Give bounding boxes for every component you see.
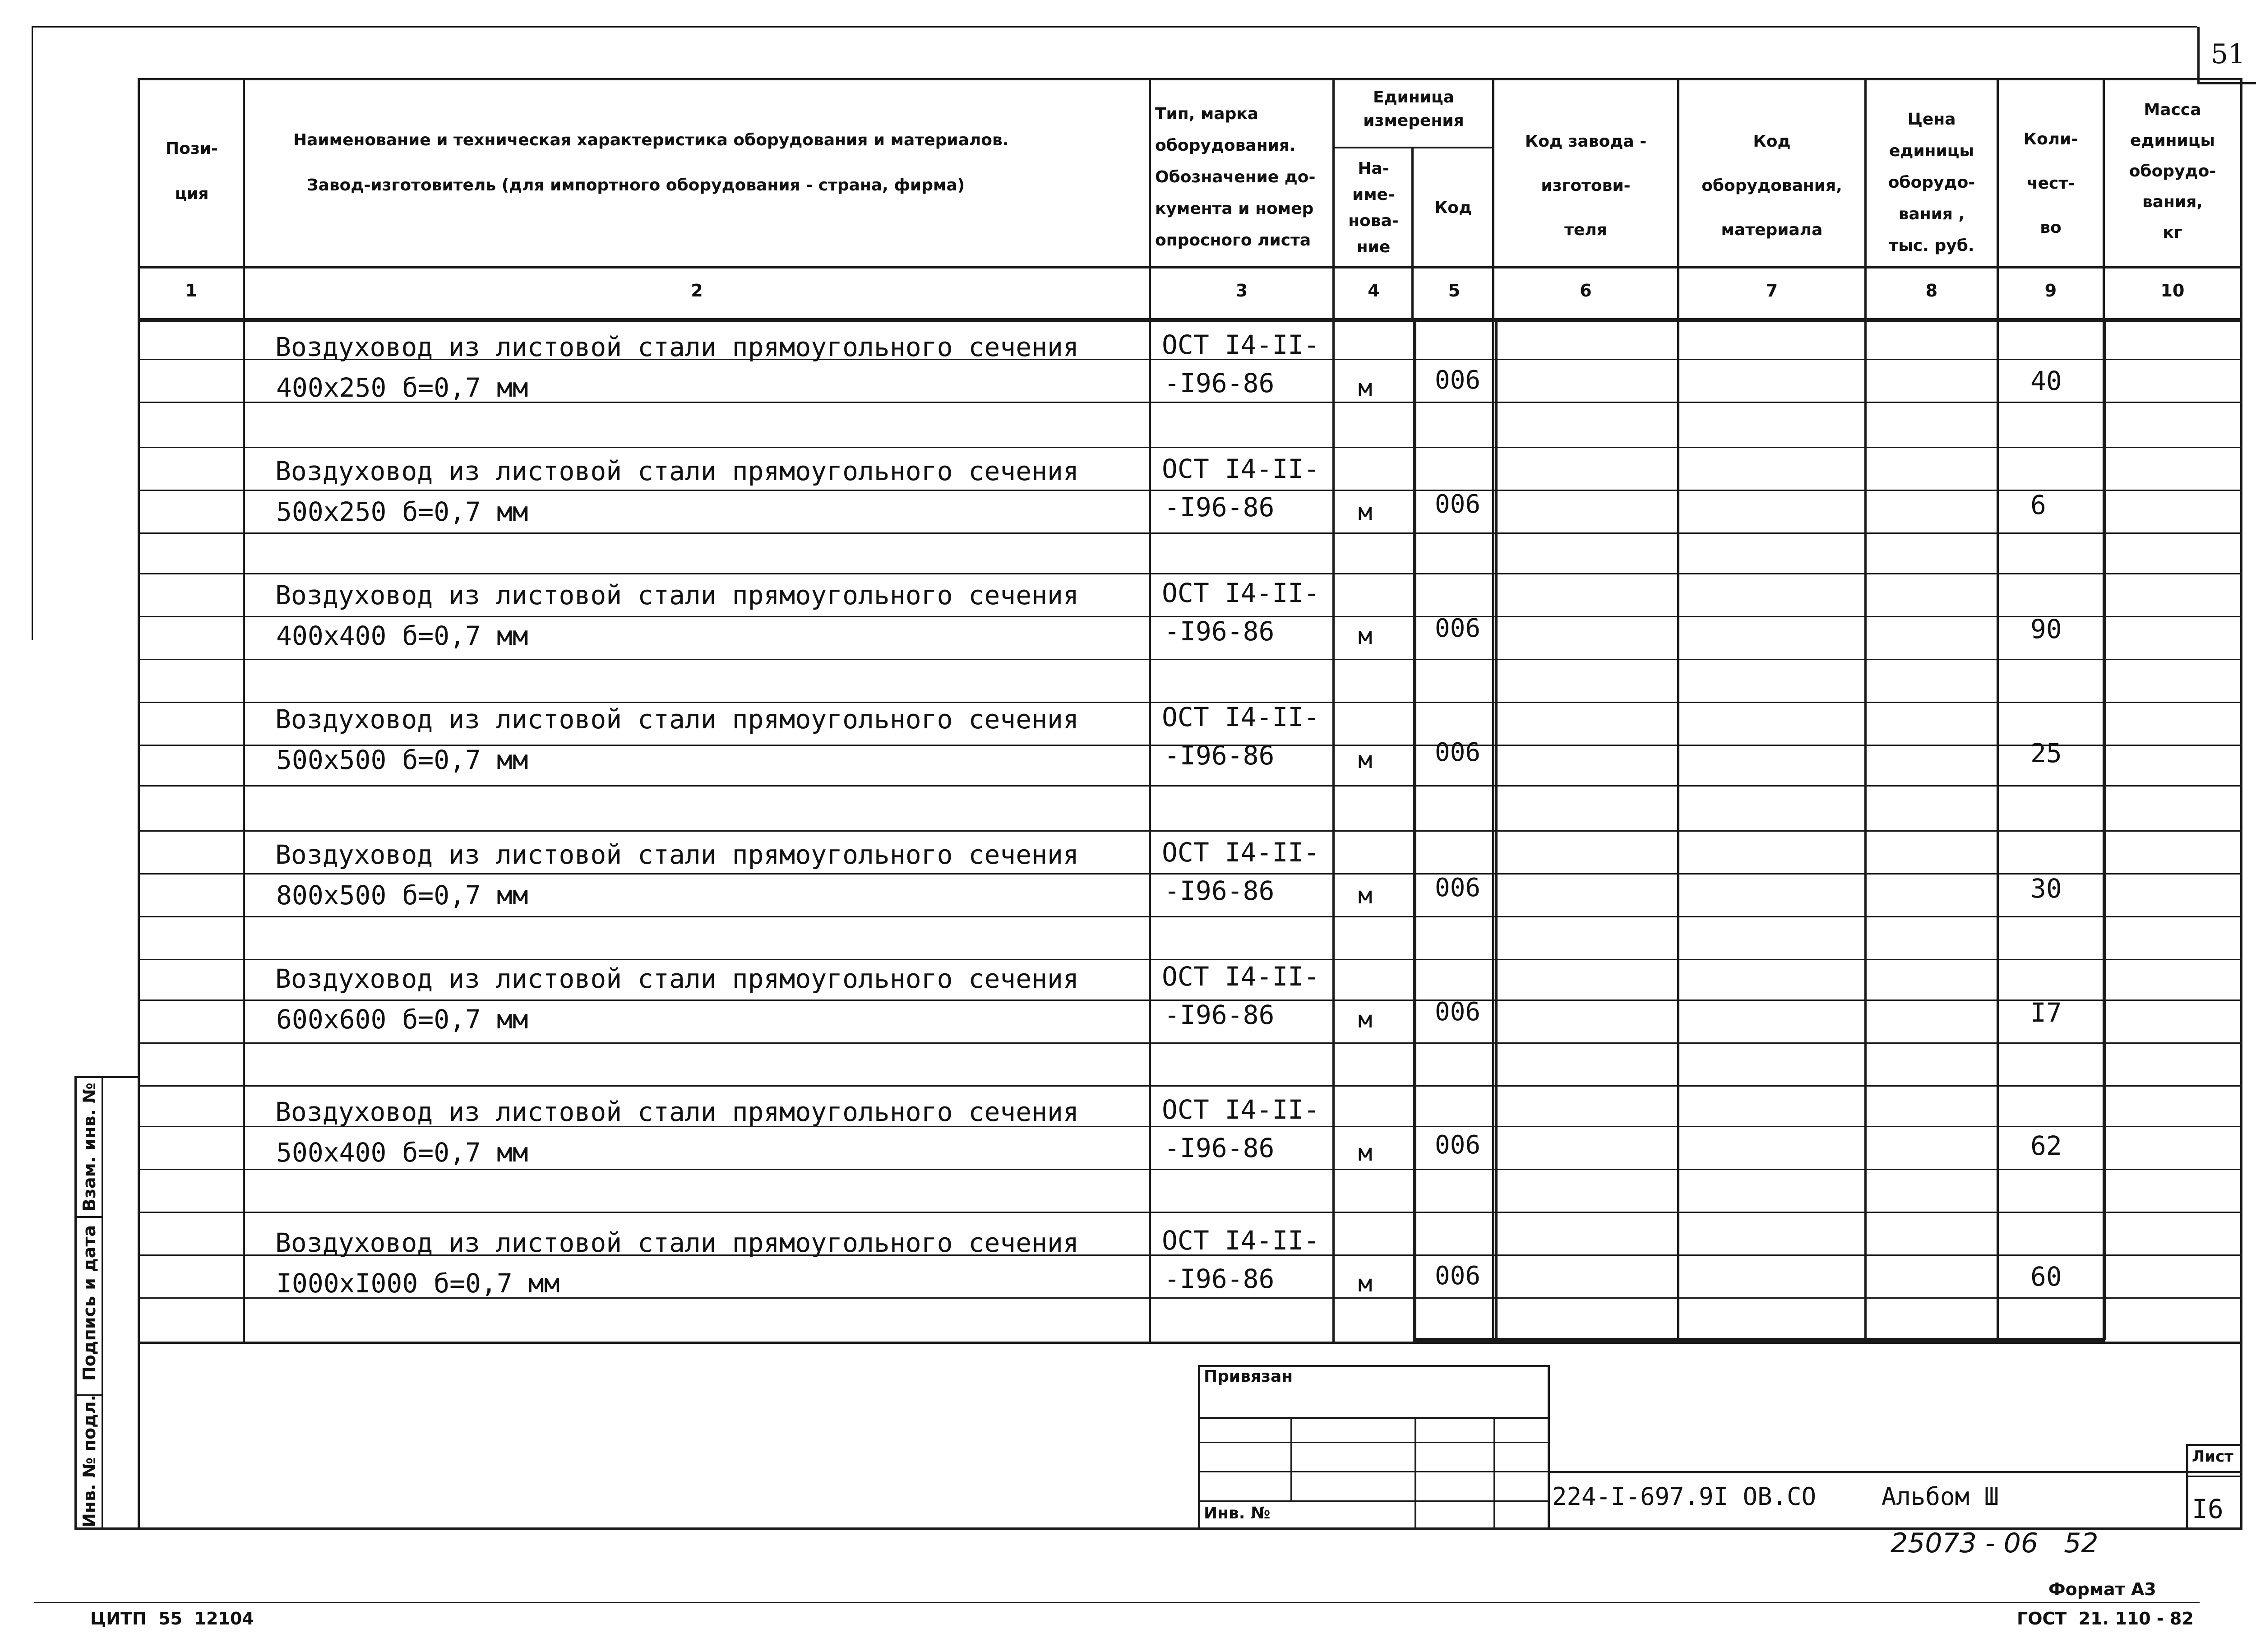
- item-doc-line2: -I96-86: [1164, 740, 1275, 771]
- side-label-vzam: Взам. инв. №: [79, 1083, 99, 1212]
- item-doc-line1: ОСТ I4-II-: [1162, 1094, 1320, 1125]
- item-name: Воздуховод из листовой стали прямоугольного сечения: [275, 580, 1079, 611]
- item-doc-line1: ОСТ I4-II-: [1162, 961, 1320, 992]
- item-quantity: 60: [2030, 1261, 2062, 1292]
- item-size: 500х500 б=0,7 мм: [276, 745, 528, 775]
- item-unit: м: [1358, 1006, 1373, 1033]
- item-code: 006: [1435, 1130, 1481, 1160]
- inv-number-label: Инв. №: [1204, 1504, 1271, 1522]
- page-number: 51: [2211, 38, 2246, 70]
- item-unit: м: [1358, 882, 1373, 909]
- item-quantity: 30: [2030, 873, 2062, 904]
- item-unit: м: [1358, 499, 1373, 526]
- item-size: I000хI000 б=0,7 мм: [276, 1268, 560, 1299]
- column-number: 6: [1580, 281, 1592, 301]
- column-number: 5: [1448, 281, 1461, 301]
- footer-right: ГОСТ 21. 110 - 82: [2017, 1609, 2194, 1629]
- item-doc-line1: ОСТ I4-II-: [1162, 1225, 1320, 1256]
- header-unit-code: Код: [1434, 199, 1472, 217]
- header-name-line1: Наименование и техническая характеристика оборудования и материалов.: [293, 131, 1009, 149]
- item-doc-line2: -I96-86: [1164, 1000, 1275, 1030]
- item-unit: м: [1358, 1270, 1373, 1297]
- item-quantity: 40: [2030, 366, 2062, 396]
- item-name: Воздуховод из листовой стали прямоугольного сечения: [275, 456, 1079, 486]
- item-code: 006: [1435, 1261, 1481, 1291]
- item-doc-line1: ОСТ I4-II-: [1162, 578, 1320, 608]
- header-position: Пози- ция: [166, 139, 218, 203]
- item-size: 500х400 б=0,7 мм: [276, 1137, 528, 1168]
- item-name: Воздуховод из листовой стали прямоугольного сечения: [275, 1097, 1079, 1127]
- item-code: 006: [1435, 366, 1481, 395]
- sheet-number: I6: [2192, 1494, 2224, 1524]
- privyazan-label: Привязан: [1204, 1367, 1293, 1386]
- item-code: 006: [1435, 614, 1481, 643]
- item-size: 800х500 б=0,7 мм: [276, 880, 528, 911]
- item-quantity: 90: [2030, 614, 2062, 644]
- item-quantity: 6: [2030, 490, 2046, 520]
- item-size: 400х250 б=0,7 мм: [276, 372, 528, 403]
- format-label: Формат А3: [2048, 1579, 2156, 1599]
- header-price: Цена единицы оборудо- вания , тыс. руб.: [1888, 110, 1975, 255]
- column-number: 8: [1925, 281, 1938, 301]
- item-code: 006: [1435, 873, 1481, 902]
- item-doc-line2: -I96-86: [1164, 1263, 1275, 1294]
- album-label: Альбом Ш: [1882, 1482, 1999, 1511]
- item-doc-line2: -I96-86: [1164, 492, 1275, 523]
- item-quantity: 62: [2030, 1130, 2062, 1161]
- side-label-podpis: Подпись и дата: [79, 1225, 99, 1381]
- item-doc-line1: ОСТ I4-II-: [1162, 453, 1320, 484]
- item-name: Воздуховод из листовой стали прямоугольного сечения: [275, 963, 1079, 994]
- item-doc-line1: ОСТ I4-II-: [1162, 837, 1320, 868]
- item-unit: м: [1358, 623, 1373, 650]
- item-code: 006: [1435, 738, 1481, 767]
- item-name: Воздуховод из листовой стали прямоугольного сечения: [275, 1227, 1079, 1258]
- item-size: 600х600 б=0,7 мм: [276, 1004, 528, 1035]
- header-type: Тип, марка оборудования. Обозначение до- кумента и номер опросного листа: [1155, 105, 1316, 250]
- column-number: 1: [185, 281, 198, 301]
- item-name: Воздуховод из листовой стали прямоугольного сечения: [275, 332, 1079, 362]
- item-doc-line2: -I96-86: [1164, 1133, 1275, 1163]
- item-doc-line1: ОСТ I4-II-: [1162, 329, 1320, 360]
- sheet-label: Лист: [2192, 1448, 2233, 1466]
- header-name-line2: Завод-изготовитель (для импортного оборудования - страна, фирма): [307, 176, 965, 194]
- header-quantity: Коли- чест- во: [2023, 130, 2078, 237]
- item-doc-line2: -I96-86: [1164, 368, 1275, 398]
- item-name: Воздуховод из листовой стали прямоугольного сечения: [275, 839, 1079, 870]
- column-number: 4: [1368, 281, 1380, 301]
- item-code: 006: [1435, 997, 1481, 1027]
- column-number: 2: [691, 281, 703, 301]
- item-unit: м: [1358, 747, 1373, 774]
- item-doc-line1: ОСТ I4-II-: [1162, 702, 1320, 732]
- item-quantity: 25: [2030, 738, 2062, 768]
- item-name: Воздуховод из листовой стали прямоугольного сечения: [275, 704, 1079, 735]
- item-unit: м: [1358, 1139, 1373, 1166]
- header-unit-group: Единица измерения: [1363, 88, 1464, 130]
- item-unit: м: [1358, 375, 1373, 402]
- item-doc-line2: -I96-86: [1164, 875, 1275, 906]
- item-quantity: I7: [2030, 997, 2062, 1028]
- column-number: 9: [2044, 281, 2057, 301]
- item-size: 400х400 б=0,7 мм: [276, 620, 528, 651]
- column-number: 10: [2160, 281, 2185, 301]
- footer-left: ЦИТП 55 12104: [90, 1609, 254, 1629]
- header-maker-code: Код завода - изготови- теля: [1525, 132, 1647, 239]
- header-equipment-code: Код оборудования, материала: [1701, 132, 1842, 239]
- header-unit-name: На- име- нова- ние: [1348, 159, 1399, 256]
- column-number: 7: [1766, 281, 1778, 301]
- item-size: 500х250 б=0,7 мм: [276, 496, 528, 527]
- document-code: 224-I-697.9I ОВ.СО: [1552, 1482, 1817, 1511]
- header-mass: Масса единицы оборудо- вания, кг: [2129, 101, 2216, 242]
- item-doc-line2: -I96-86: [1164, 616, 1275, 647]
- column-number: 3: [1235, 281, 1248, 301]
- side-label-inv-podl: Инв. № подл.: [79, 1394, 99, 1527]
- item-code: 006: [1435, 490, 1481, 519]
- handwritten-number: 25073 - 06 52: [1891, 1527, 2099, 1559]
